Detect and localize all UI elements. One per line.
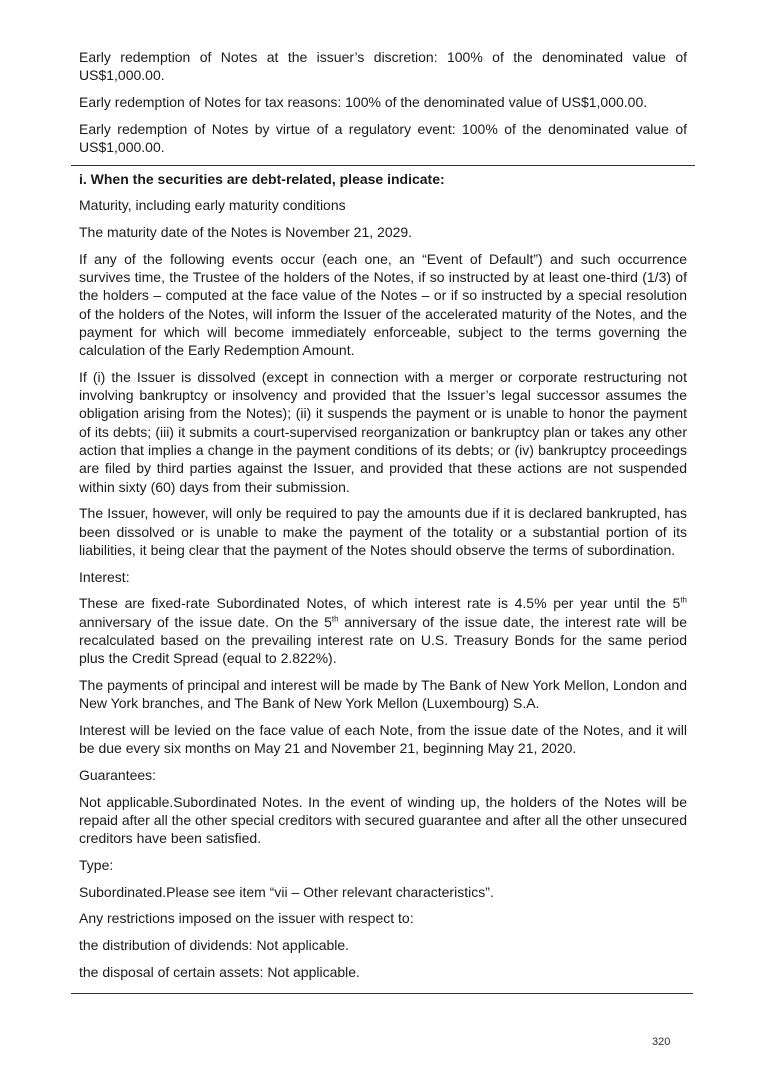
interest-text-c: anniversary of the issue date, the interest rate will be recalculated based on the prevailing interest rate on U.S. Treasury Bonds for the same period plus the Credit Spread (equal to 2.822%). — [79, 613, 687, 667]
type-label: Type: — [79, 856, 114, 873]
payments-paragraph: The payments of principal and interest will be made by The Bank of New York Mellon, London and New York branches, and The Bank of New York Mellon (Luxembourg) S.A. — [79, 676, 687, 712]
type-paragraph: Subordinated.Please see item “vii – Other relevant characteristics”. — [79, 883, 494, 900]
restriction-assets: the disposal of certain assets: Not applicable. — [79, 963, 360, 980]
maturity-label: Maturity, including early maturity conditions — [79, 197, 346, 214]
interest-schedule-paragraph: Interest will be levied on the face value of each Note, from the issue date of the Notes, and it will be due every six months on May 21 and November 21, beginning May 21, 2020. — [79, 721, 687, 757]
superscript: th — [680, 595, 687, 605]
section-heading: i. When the securities are debt-related, please indicate: — [79, 170, 445, 187]
document-body — [79, 48, 687, 989]
early-redemption-regulatory: Early redemption of Notes by virtue of a regulatory event: 100% of the denominated value of US$1,000.00. — [79, 120, 687, 155]
bankruptcy-paragraph: The Issuer, however, will only be required to pay the amounts due if it is declared bankrupted, has been dissolved or is unable to make the payment of the totality or a substantial portion of its liabilities, it being clear that the payment of the Notes should observe the terms of subordination. — [79, 505, 687, 558]
guarantees-paragraph: Not applicable.Subordinated Notes. In the event of winding up, the holders of the Notes will be repaid after all the other special creditors with secured guarantee and after all the other unsecured creditors have been satisfied. — [79, 793, 687, 847]
interest-text-a: These are fixed-rate Subordinated Notes, of which interest rate is 4.5% per year until the 5 — [79, 595, 681, 612]
maturity-date: The maturity date of the Notes is November 21, 2029. — [79, 224, 413, 241]
interest-rate-paragraph — [79, 594, 687, 667]
early-redemption-tax: Early redemption of Notes for tax reasons: 100% of the denominated value of US$1,000.00. — [79, 93, 648, 110]
bottom-divider — [71, 993, 693, 994]
default-conditions-paragraph: If (i) the Issuer is dissolved (except in connection with a merger or corporate restructuring not involving bankruptcy or insolvency and provided that the Issuer’s legal successor assumes the obligation arising from the Notes); (ii) it suspends the payment or is unable to honor the payment of its debts; (iii) it submits a court-supervised reorganization or bankruptcy plan or takes any other action that implies a change in the payment conditions of its debts; or (iv) bankruptcy proceedings are filed by third parties against the Issuer, and provided that these actions are not suspended within sixty (60) days from their submission. — [79, 368, 687, 495]
interest-label: Interest: — [79, 568, 130, 585]
section-divider — [71, 165, 695, 166]
guarantees-label: Guarantees: — [79, 766, 157, 783]
restriction-dividends: the distribution of dividends: Not applicable. — [79, 936, 350, 953]
event-of-default-paragraph: If any of the following events occur (each one, an “Event of Default”) and such occurrence survives time, the Trustee of the holders of the Notes, if so instructed by at least one-third (1/3) of the holders – computed at the face value of the Notes – or if so instructed by a special resolution of the holders of the Notes, will inform the Issuer of the accelerated maturity of the Notes, and the payment for which will become immediately enforceable, subject to the terms governing the calculation of the Early Redemption Amount. — [79, 250, 687, 359]
superscript: th — [331, 613, 339, 623]
early-redemption-discretion: Early redemption of Notes at the issuer’s discretion: 100% of the denominated value of US$1,000.00. — [79, 49, 687, 84]
page-number: 320 — [652, 1036, 671, 1048]
interest-text-b: anniversary of the issue date. On the 5 — [79, 613, 332, 630]
restrictions-label: Any restrictions imposed on the issuer with respect to: — [79, 910, 414, 927]
